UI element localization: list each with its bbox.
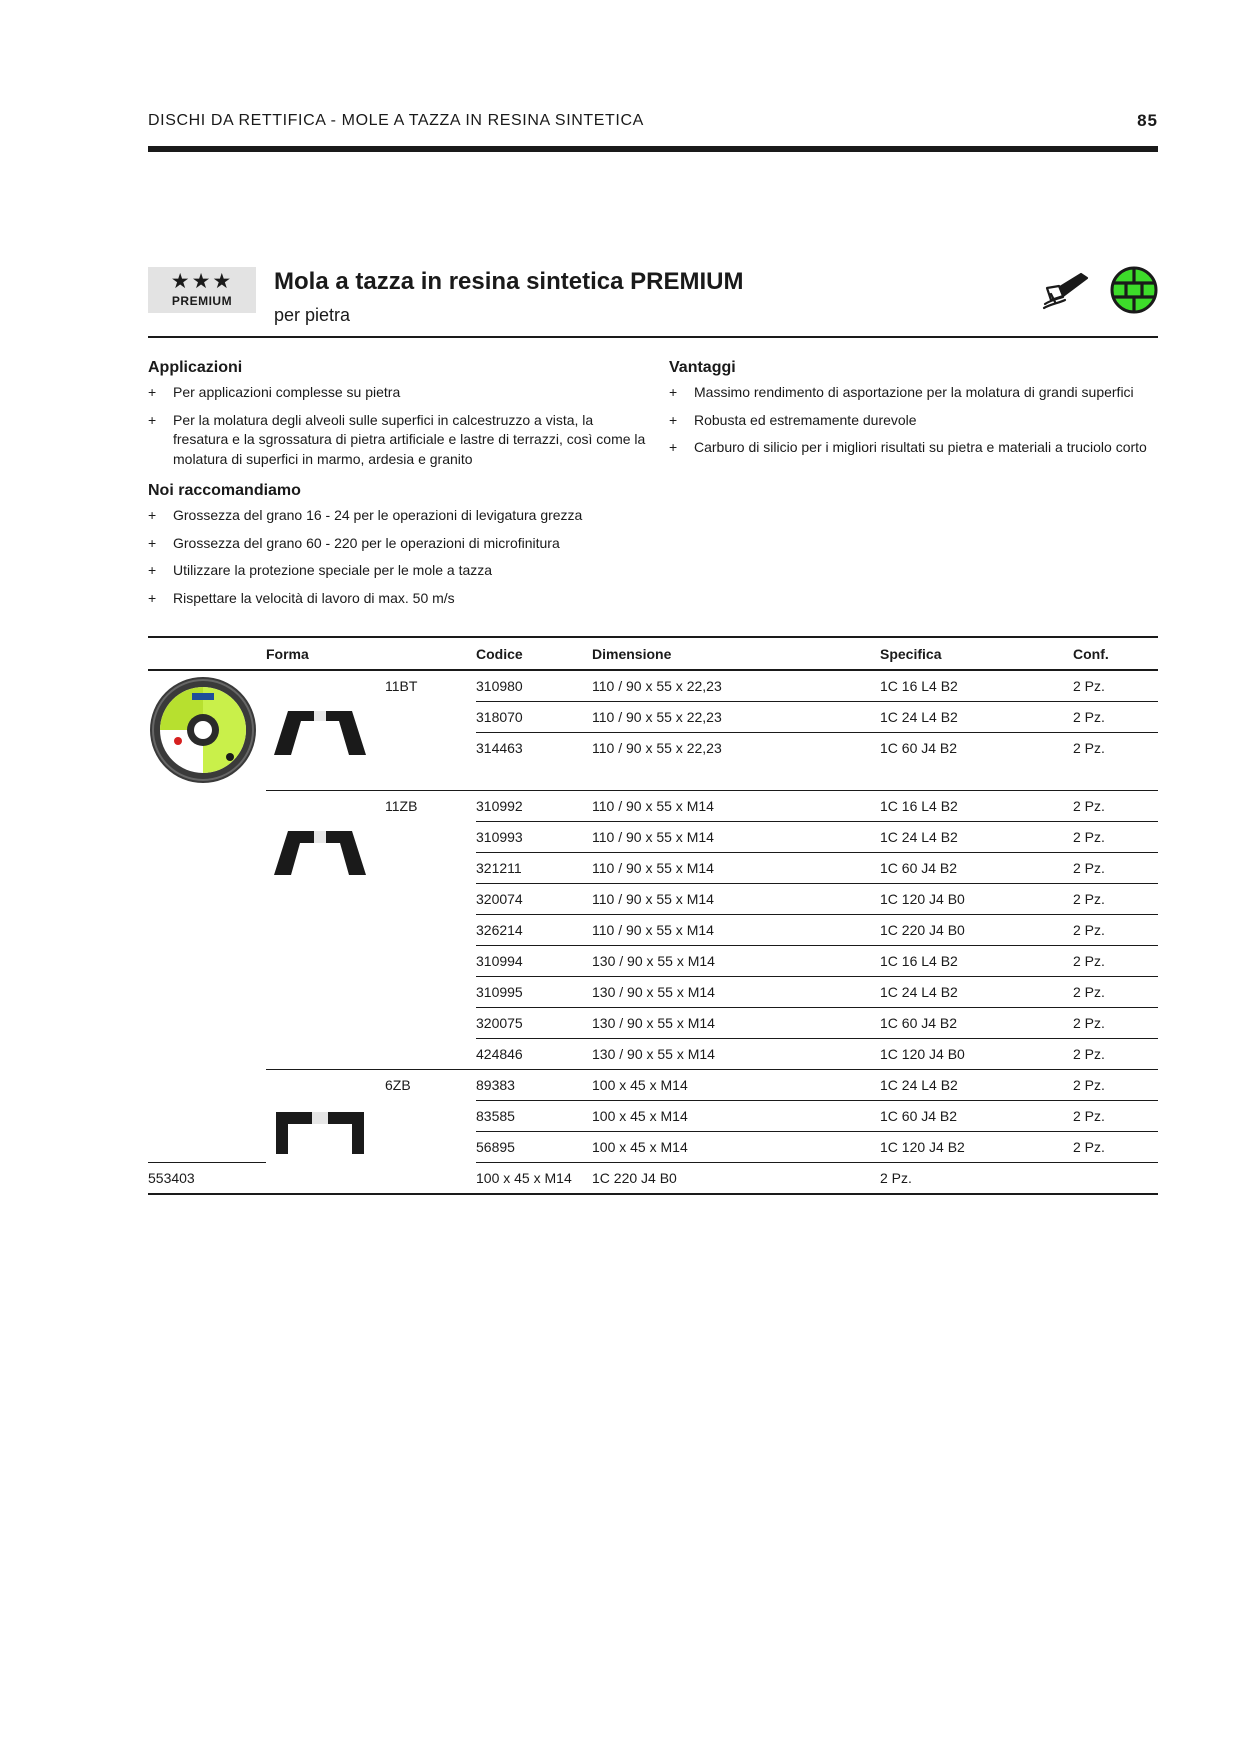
list-item: + Per applicazioni complesse su pietra bbox=[148, 383, 648, 403]
left-column bbox=[148, 358, 648, 616]
plus-icon: + bbox=[669, 384, 678, 400]
plus-icon: + bbox=[148, 562, 157, 578]
list-item: + Per la molatura degli alveoli sulle superfici in calcestruzzo a vista, la fresatura e la sgrossatura di pietra artificiale e lastre di terrazzi, così come la molatura di superfici in marmo, ardesia e granito bbox=[148, 411, 646, 467]
cell-conf: 2 Pz. bbox=[1073, 1139, 1105, 1155]
cell-specifica: 1C 60 J4 B2 bbox=[880, 860, 958, 876]
cell-conf: 2 Pz. bbox=[1073, 1077, 1105, 1093]
cell-conf: 2 Pz. bbox=[1073, 709, 1105, 725]
cell-dimensione: 130 / 90 x 55 x M14 bbox=[592, 1046, 715, 1062]
page-header bbox=[148, 112, 1158, 134]
cell-specifica: 1C 16 L4 B2 bbox=[880, 953, 958, 969]
cell-dimensione: 100 x 45 x M14 bbox=[592, 1139, 688, 1155]
table-row bbox=[148, 791, 1158, 822]
cell-codice: 310980 bbox=[476, 678, 523, 694]
cell-dimensione: 130 / 90 x 55 x M14 bbox=[592, 953, 715, 969]
cell-codice: 553403 bbox=[148, 1170, 195, 1186]
cell-specifica: 1C 60 J4 B2 bbox=[880, 1015, 958, 1031]
cell-dimensione: 130 / 90 x 55 x M14 bbox=[592, 984, 715, 1000]
product-image-cell bbox=[148, 670, 266, 1163]
header-title: DISCHI DA RETTIFICA - MOLE A TAZZA IN RESINA SINTETICA bbox=[148, 112, 644, 129]
title-rule bbox=[148, 336, 1158, 338]
cell-codice: 314463 bbox=[476, 740, 523, 756]
shape-6zb-icon bbox=[274, 1108, 366, 1158]
cell-dimensione: 110 / 90 x 55 x 22,23 bbox=[592, 740, 722, 756]
list-item: + Rispettare la velocità di lavoro di max. 50 m/s bbox=[148, 589, 648, 609]
list-item: + Utilizzare la protezione speciale per le mole a tazza bbox=[148, 561, 648, 581]
cell-dimensione: 100 x 45 x M14 bbox=[476, 1170, 572, 1186]
cell-conf: 2 Pz. bbox=[1073, 860, 1105, 876]
list-item: + Grossezza del grano 60 - 220 per le operazioni di microfinitura bbox=[148, 534, 648, 554]
cell-dimensione: 110 / 90 x 55 x M14 bbox=[592, 829, 714, 845]
shape-cell-6zb bbox=[266, 1070, 476, 1195]
applications-list bbox=[148, 383, 648, 469]
shape-cell-11zb bbox=[266, 791, 476, 1070]
cell-specifica: 1C 220 J4 B0 bbox=[592, 1170, 677, 1186]
col-specifica: Specifica bbox=[880, 645, 942, 662]
plus-icon: + bbox=[148, 384, 157, 400]
cup-wheel-product-image bbox=[148, 675, 258, 785]
cell-dimensione: 130 / 90 x 55 x M14 bbox=[592, 1015, 715, 1031]
cell-conf: 2 Pz. bbox=[880, 1170, 912, 1186]
badge-label: PREMIUM bbox=[171, 294, 233, 308]
list-item: + Massimo rendimento di asportazione per la molatura di grandi superfici bbox=[669, 383, 1158, 403]
shape-code: 11BT bbox=[385, 678, 418, 694]
shape-11zb-icon bbox=[274, 827, 366, 877]
cell-codice: 320074 bbox=[476, 891, 523, 907]
cell-conf: 2 Pz. bbox=[1073, 798, 1105, 814]
cell-codice: 424846 bbox=[476, 1046, 523, 1062]
cell-conf: 2 Pz. bbox=[1073, 1046, 1105, 1062]
cell-codice: 320075 bbox=[476, 1015, 523, 1031]
cell-specifica: 1C 24 L4 B2 bbox=[880, 1077, 958, 1093]
cell-conf: 2 Pz. bbox=[1073, 953, 1105, 969]
cell-specifica: 1C 16 L4 B2 bbox=[880, 798, 958, 814]
product-table-wrap bbox=[148, 636, 1158, 1195]
stone-material-icon bbox=[1110, 266, 1158, 314]
cell-specifica: 1C 60 J4 B2 bbox=[880, 740, 958, 756]
cell-dimensione: 110 / 90 x 55 x 22,23 bbox=[592, 709, 722, 725]
cell-codice: 56895 bbox=[476, 1139, 515, 1155]
cell-dimensione: 110 / 90 x 55 x 22,23 bbox=[592, 678, 722, 694]
plus-icon: + bbox=[148, 534, 157, 551]
cell-specifica: 1C 120 J4 B0 bbox=[880, 891, 965, 907]
cell-codice: 83585 bbox=[476, 1108, 515, 1124]
cell-codice: 310995 bbox=[476, 984, 523, 1000]
cell-codice: 318070 bbox=[476, 709, 523, 725]
cell-conf: 2 Pz. bbox=[1073, 891, 1105, 907]
angle-grinder-icon bbox=[1041, 266, 1091, 312]
plus-icon: + bbox=[148, 589, 157, 606]
cell-dimensione: 110 / 90 x 55 x M14 bbox=[592, 798, 714, 814]
table-row bbox=[148, 670, 1158, 702]
list-item: + Grossezza del grano 16 - 24 per le operazioni di levigatura grezza bbox=[148, 506, 648, 526]
cell-specifica: 1C 120 J4 B0 bbox=[880, 1046, 965, 1062]
cell-dimensione: 110 / 90 x 55 x M14 bbox=[592, 860, 714, 876]
table-row bbox=[148, 1070, 1158, 1101]
plus-icon: + bbox=[148, 411, 157, 428]
cell-conf: 2 Pz. bbox=[1073, 829, 1105, 845]
header-rule bbox=[148, 146, 1158, 152]
cell-codice: 310994 bbox=[476, 953, 523, 969]
plus-icon: + bbox=[669, 411, 678, 428]
advantages-list bbox=[669, 383, 1158, 458]
cell-dimensione: 100 x 45 x M14 bbox=[592, 1077, 688, 1093]
product-title: Mola a tazza in resina sintetica PREMIUM bbox=[274, 268, 744, 295]
shape-code: 6ZB bbox=[385, 1077, 411, 1093]
cell-specifica: 1C 60 J4 B2 bbox=[880, 1108, 958, 1124]
col-codice: Codice bbox=[476, 645, 523, 662]
product-subtitle: per pietra bbox=[274, 305, 351, 325]
cell-conf: 2 Pz. bbox=[1073, 922, 1105, 938]
cell-specifica: 1C 24 L4 B2 bbox=[880, 709, 958, 725]
cell-specifica: 1C 24 L4 B2 bbox=[880, 984, 958, 1000]
col-conf: Conf. bbox=[1073, 645, 1109, 662]
cell-conf: 2 Pz. bbox=[1073, 740, 1105, 756]
cell-codice: 326214 bbox=[476, 922, 523, 938]
list-item: + Carburo di silicio per i migliori risultati su pietra e materiali a truciolo corto bbox=[669, 438, 1158, 458]
cell-specifica: 1C 16 L4 B2 bbox=[880, 678, 958, 694]
shape-cell-11bt bbox=[266, 670, 476, 791]
cell-codice: 310992 bbox=[476, 798, 523, 814]
cell-conf: 2 Pz. bbox=[1073, 984, 1105, 1000]
plus-icon: + bbox=[148, 507, 157, 523]
shape-11bt-icon bbox=[274, 707, 366, 757]
cell-codice: 310993 bbox=[476, 829, 523, 845]
applications-heading: Applicazioni bbox=[148, 359, 243, 376]
cell-conf: 2 Pz. bbox=[1073, 678, 1105, 694]
product-table bbox=[148, 636, 1158, 1195]
advantages-heading: Vantaggi bbox=[669, 359, 736, 376]
cell-conf: 2 Pz. bbox=[1073, 1015, 1105, 1031]
premium-badge bbox=[148, 267, 256, 313]
plus-icon: + bbox=[669, 439, 678, 455]
cell-dimensione: 110 / 90 x 55 x M14 bbox=[592, 891, 714, 907]
cell-specifica: 1C 120 J4 B2 bbox=[880, 1139, 965, 1155]
list-item: + Robusta ed estremamente durevole bbox=[669, 411, 1158, 431]
cell-conf: 2 Pz. bbox=[1073, 1108, 1105, 1124]
shape-code: 11ZB bbox=[385, 798, 418, 814]
star-rating-icon: ★★★ bbox=[170, 270, 234, 293]
recommend-list bbox=[148, 506, 648, 608]
cell-specifica: 1C 24 L4 B2 bbox=[880, 829, 958, 845]
recommend-heading: Noi raccomandiamo bbox=[148, 482, 301, 499]
table-header-row bbox=[148, 637, 1158, 670]
right-column bbox=[669, 358, 1158, 466]
cell-specifica: 1C 220 J4 B0 bbox=[880, 922, 965, 938]
cell-codice: 321211 bbox=[476, 860, 522, 876]
cell-dimensione: 110 / 90 x 55 x M14 bbox=[592, 922, 714, 938]
page-number: 85 bbox=[1137, 111, 1158, 130]
cell-codice: 89383 bbox=[476, 1077, 515, 1093]
cell-dimensione: 100 x 45 x M14 bbox=[592, 1108, 688, 1124]
col-forma: Forma bbox=[266, 645, 309, 662]
col-dimensione: Dimensione bbox=[592, 645, 672, 662]
